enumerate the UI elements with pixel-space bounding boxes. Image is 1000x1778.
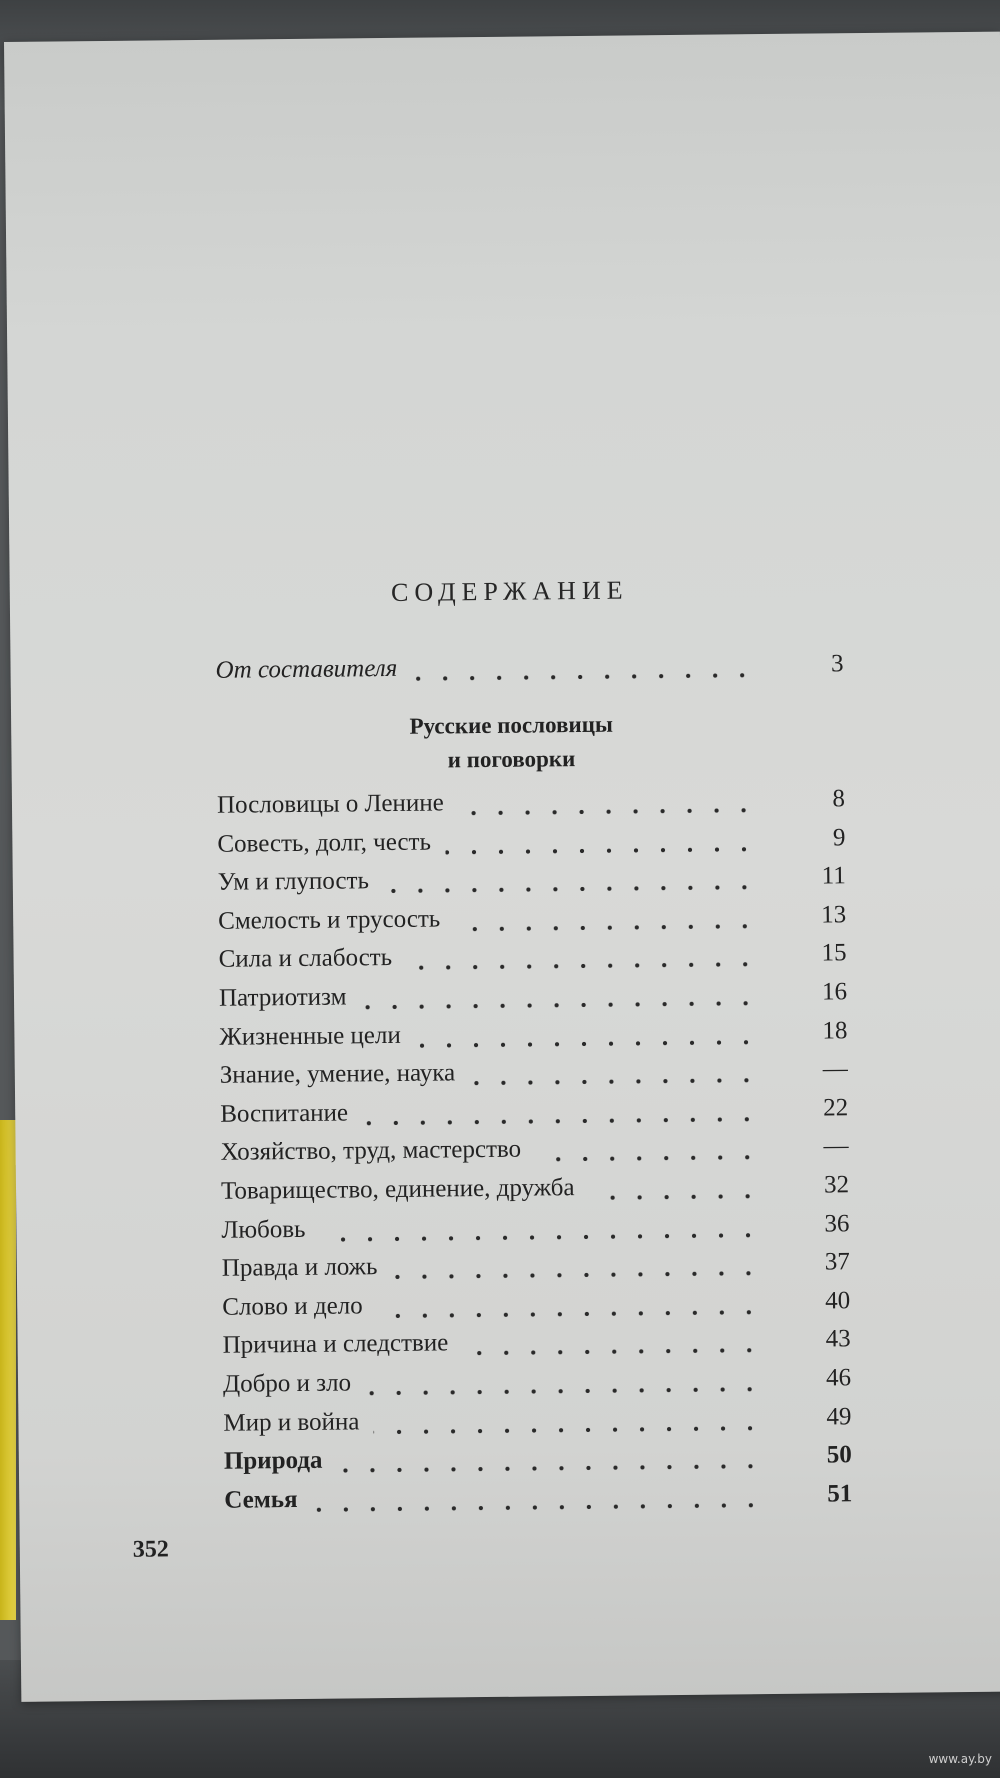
toc-entry-page: 40 bbox=[825, 1287, 851, 1315]
leader-dots bbox=[337, 1442, 764, 1476]
toc-entry-page: 22 bbox=[823, 1094, 849, 1122]
toc-entry-title: Патриотизм bbox=[218, 983, 347, 1012]
toc-entry-page: 32 bbox=[823, 1171, 850, 1199]
leader-dots bbox=[360, 979, 759, 1013]
toc-entry bbox=[217, 785, 845, 828]
leader-dots bbox=[362, 1095, 760, 1129]
toc-entry-title: Хозяйство, труд, мастерство bbox=[220, 1136, 522, 1167]
toc-entry bbox=[221, 1171, 849, 1214]
toc-entry-page: 51 bbox=[827, 1479, 853, 1508]
leader-dots bbox=[405, 941, 758, 975]
toc-entry bbox=[224, 1441, 852, 1484]
toc-entry bbox=[219, 978, 847, 1021]
toc-entry-title: Причина и следствие bbox=[222, 1329, 449, 1360]
toc-entry-title: Сила и слабость bbox=[218, 944, 393, 974]
leader-dots bbox=[373, 1404, 763, 1438]
watermark: www.ay.by bbox=[928, 1752, 992, 1766]
toc-entry-page: 43 bbox=[825, 1325, 851, 1353]
toc-entry-title: Природа bbox=[223, 1446, 323, 1475]
toc-entry-title: От составителя bbox=[215, 654, 398, 684]
leader-dots bbox=[534, 1134, 760, 1166]
toc-entry bbox=[219, 1017, 847, 1060]
toc-entry bbox=[224, 1480, 852, 1523]
toc-entry-page: 36 bbox=[824, 1209, 850, 1238]
leader-dots bbox=[458, 786, 757, 819]
toc-entry bbox=[220, 1055, 848, 1098]
leader-dots bbox=[319, 1211, 761, 1246]
toc-entry bbox=[218, 940, 846, 983]
toc-entry-title: Смелость и трусость bbox=[218, 905, 441, 935]
toc-entry-title: Совесть, долг, честь bbox=[217, 828, 432, 858]
leader-dots bbox=[454, 902, 758, 935]
contents-heading: СОДЕРЖАНИЕ bbox=[390, 575, 629, 607]
toc-entry-title: Семья bbox=[224, 1485, 298, 1514]
toc-entry-page: 13 bbox=[821, 901, 847, 929]
toc-entry bbox=[218, 901, 846, 944]
yellow-book-edge bbox=[0, 1120, 16, 1620]
toc-entry-page: — bbox=[822, 1055, 848, 1083]
toc-entry bbox=[222, 1287, 850, 1330]
toc-entry-page: 8 bbox=[832, 785, 846, 813]
toc-entry-title: Пословицы о Ленине bbox=[216, 789, 444, 819]
toc-entry-title: Жизненные цели bbox=[219, 1021, 401, 1051]
toc-entry-page: 18 bbox=[822, 1016, 848, 1045]
toc-entry-page: 50 bbox=[826, 1441, 852, 1469]
leader-dots bbox=[383, 863, 758, 897]
toc-entry-title: Товарищество, единение, дружба bbox=[220, 1174, 575, 1205]
toc-entry-title: Правда и ложь bbox=[221, 1253, 378, 1282]
toc-entry-page: — bbox=[823, 1132, 849, 1160]
toc-entry-page: 3 bbox=[830, 650, 844, 678]
page-number: 352 bbox=[132, 1536, 169, 1563]
section-title-line-2: и поговорки bbox=[447, 746, 576, 773]
toc-entry bbox=[220, 1094, 848, 1137]
toc-entry bbox=[218, 862, 846, 905]
toc-entry-title: Слово и дело bbox=[222, 1292, 363, 1321]
toc-entry-page: 11 bbox=[821, 862, 846, 890]
toc-entry-page: 15 bbox=[821, 939, 847, 967]
leader-dots bbox=[411, 651, 755, 685]
leader-dots bbox=[588, 1172, 761, 1204]
toc-entry-title: Любовь bbox=[221, 1215, 306, 1244]
toc-entry bbox=[223, 1403, 851, 1446]
toc-entry-title: Ум и глупость bbox=[217, 867, 370, 896]
toc-entry-title: Знание, умение, наука bbox=[219, 1059, 456, 1089]
section-title-line-1: Русские пословицы bbox=[409, 711, 614, 739]
toc-entry-title: Воспитание bbox=[220, 1099, 349, 1128]
leader-dots bbox=[414, 1018, 759, 1052]
book-page bbox=[4, 32, 1000, 1702]
leader-dots bbox=[311, 1481, 764, 1516]
toc-entry-page: 46 bbox=[825, 1364, 852, 1392]
leader-dots bbox=[445, 825, 757, 858]
leader-dots bbox=[463, 1327, 763, 1360]
toc-entry bbox=[221, 1133, 849, 1176]
toc-entry-page: 37 bbox=[824, 1248, 850, 1276]
toc-entry bbox=[223, 1364, 851, 1407]
toc-entry bbox=[222, 1248, 850, 1291]
toc-intro-entry bbox=[215, 650, 843, 693]
toc-entry-title: Мир и война bbox=[223, 1407, 360, 1437]
toc-entry bbox=[223, 1326, 851, 1369]
toc-entry-title: Добро и зло bbox=[222, 1369, 352, 1398]
leader-dots bbox=[392, 1249, 762, 1283]
toc-entry-page: 49 bbox=[826, 1402, 852, 1431]
toc-entry-page: 9 bbox=[832, 823, 846, 851]
toc-entry bbox=[221, 1210, 849, 1253]
section-title bbox=[11, 703, 1000, 781]
leader-dots bbox=[469, 1056, 760, 1089]
leader-dots bbox=[365, 1365, 763, 1399]
leader-dots bbox=[376, 1288, 762, 1322]
toc-entry bbox=[217, 824, 845, 867]
toc-entry-page: 16 bbox=[821, 978, 848, 1006]
